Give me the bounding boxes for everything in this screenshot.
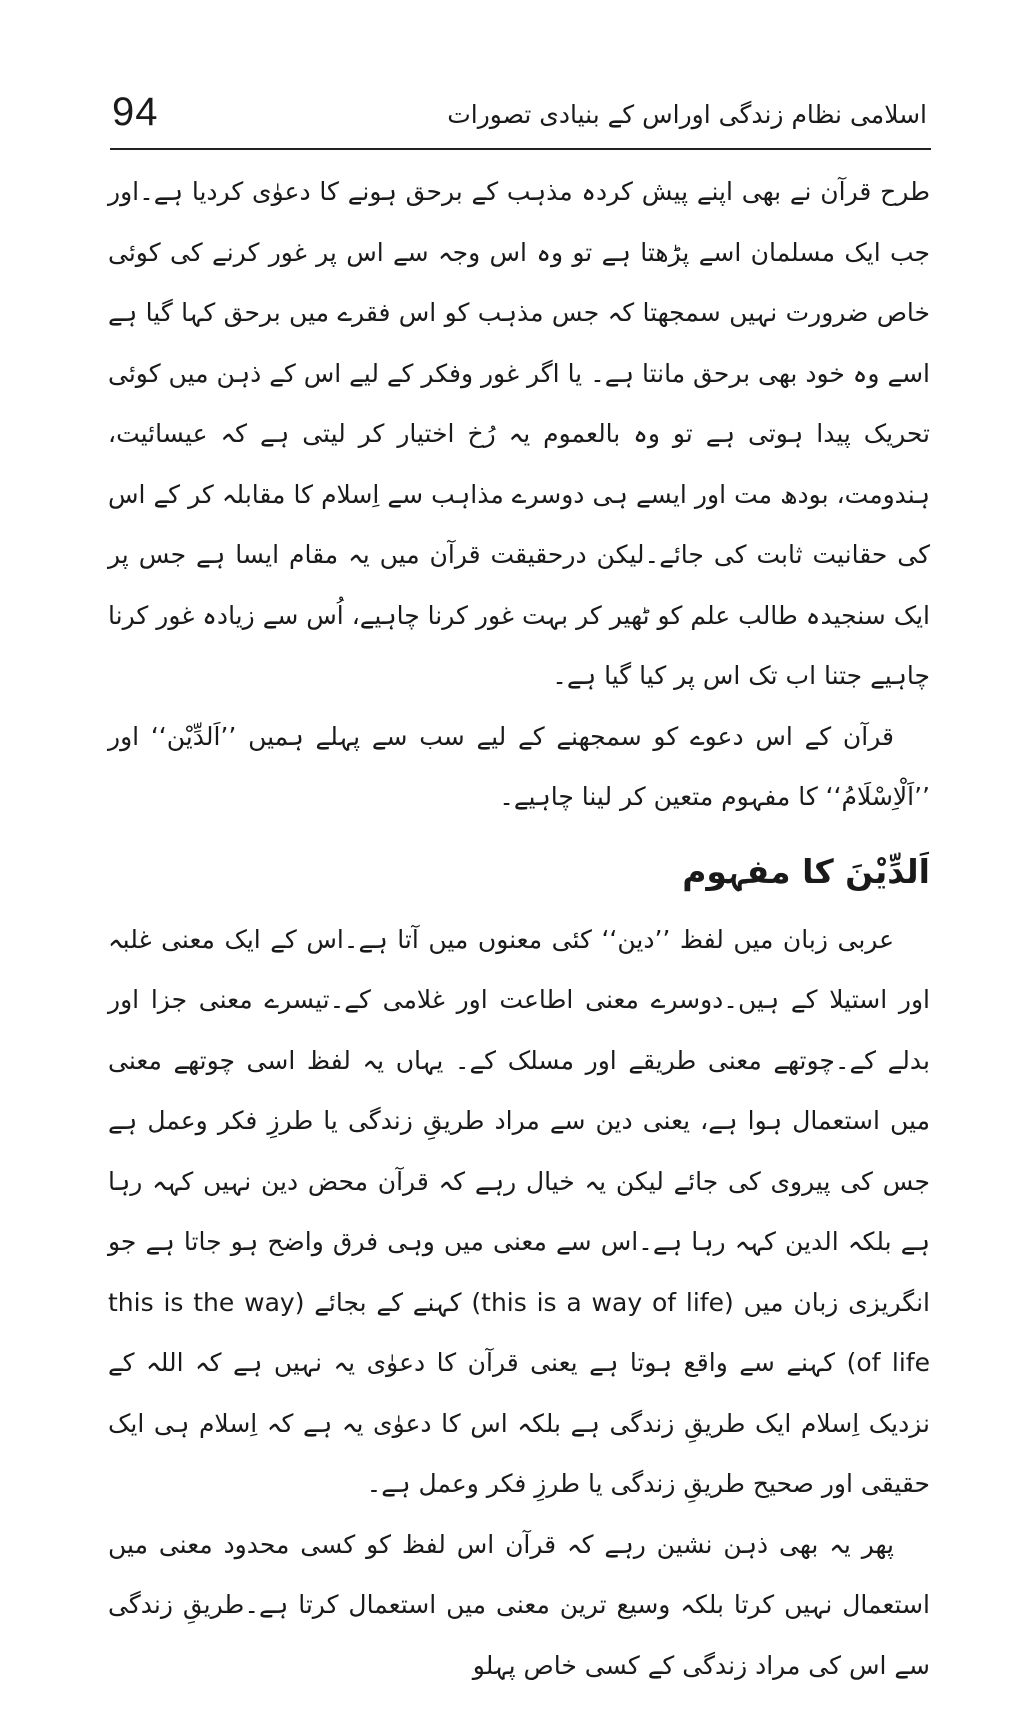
running-header-title: اسلامی نظام زندگی اوراس کے بنیادی تصورات <box>447 100 927 129</box>
paragraph-3: عربی زبان میں لفظ ’’دین‘‘ کئی معنوں میں آتا ہے۔اس کے ایک معنی غلبہ اور استیلا کے ہیں۔دوسرے معنی اطاعت اور غلامی کے۔تیسرے معنی جزا اور بدلے کے۔چوتھے معنی طریقے اور مسلک کے۔ یہاں یہ لفظ اسی چوتھے معنی میں استعمال ہوا ہے، یعنی دین سے مراد طریقِ زندگی یا طرزِ فکر وعمل ہے جس کی پیروی کی جائے لیکن یہ خیال رہے کہ قرآن محض دین نہیں کہہ رہا ہے بلکہ الدین کہہ رہا ہے۔اس سے معنی میں وہی فرق واضح ہو جاتا ہے جو انگریزی زبان میں (this is a way of life) کہنے کے بجائے (this is the way of life) کہنے سے واقع ہوتا ہے یعنی قرآن کا دعوٰی یہ نہیں ہے کہ اللہ کے نزدیک اِسلام ایک طریقِ زندگی ہے بلکہ اس کا دعوٰی یہ ہے کہ اِسلام ہی ایک حقیقی اور صحیح طریقِ زندگی یا طرزِ فکر وعمل ہے۔ <box>108 924 931 1498</box>
page-body <box>108 162 930 1696</box>
page-number: 94 <box>112 90 159 134</box>
paragraph-2: قرآن کے اس دعوے کو سمجھنے کے لیے سب سے پہلے ہمیں ’’اَلدِّیْن‘‘ اور ’’اَلْاِسْلَامُ‘‘ کا مفہوم متعین کر لینا چاہیے۔ <box>108 721 930 811</box>
section-heading: اَلدِّیْنَ کا مفہوم <box>682 851 930 891</box>
paragraph-1: طرح قرآن نے بھی اپنے پیش کردہ مذہب کے برحق ہونے کا دعوٰی کردیا ہے۔اور جب ایک مسلمان اسے پڑھتا ہے تو وہ اس وجہ سے اس پر غور کرنے کی کوئی خاص ضرورت نہیں سمجھتا کہ جس مذہب کو اس فقرے میں برحق کہا گیا ہے اسے وہ خود بھی برحق مانتا ہے۔ یا اگر غور وفکر کے لیے اس کے ذہن میں کوئی تحریک پیدا ہوتی ہے تو وہ بالعموم یہ رُخ اختیار کر لیتی ہے کہ عیسائیت، ہندومت، بودھ مت اور ایسے ہی دوسرے مذاہب سے اِسلام کا مقابلہ کر کے اس کی حقانیت ثابت کی جائے۔لیکن درحقیقت قرآن میں یہ مقام ایسا ہے جس پر ایک سنجیدہ طالب علم کو ٹھیر کر بہت غور کرنا چاہیے، اُس سے زیادہ غور کرنا چاہیے جتنا اب تک اس پر کیا گیا ہے۔ <box>108 177 930 690</box>
header-divider <box>110 148 931 150</box>
paragraph-4: پھر یہ بھی ذہن نشین رہے کہ قرآن اس لفظ کو کسی محدود معنی میں استعمال نہیں کرتا بلکہ وسیع ترین معنی میں استعمال کرتا ہے۔طریقِ زندگی سے اس کی مراد زندگی کے کسی خاص پہلو <box>108 1529 930 1680</box>
